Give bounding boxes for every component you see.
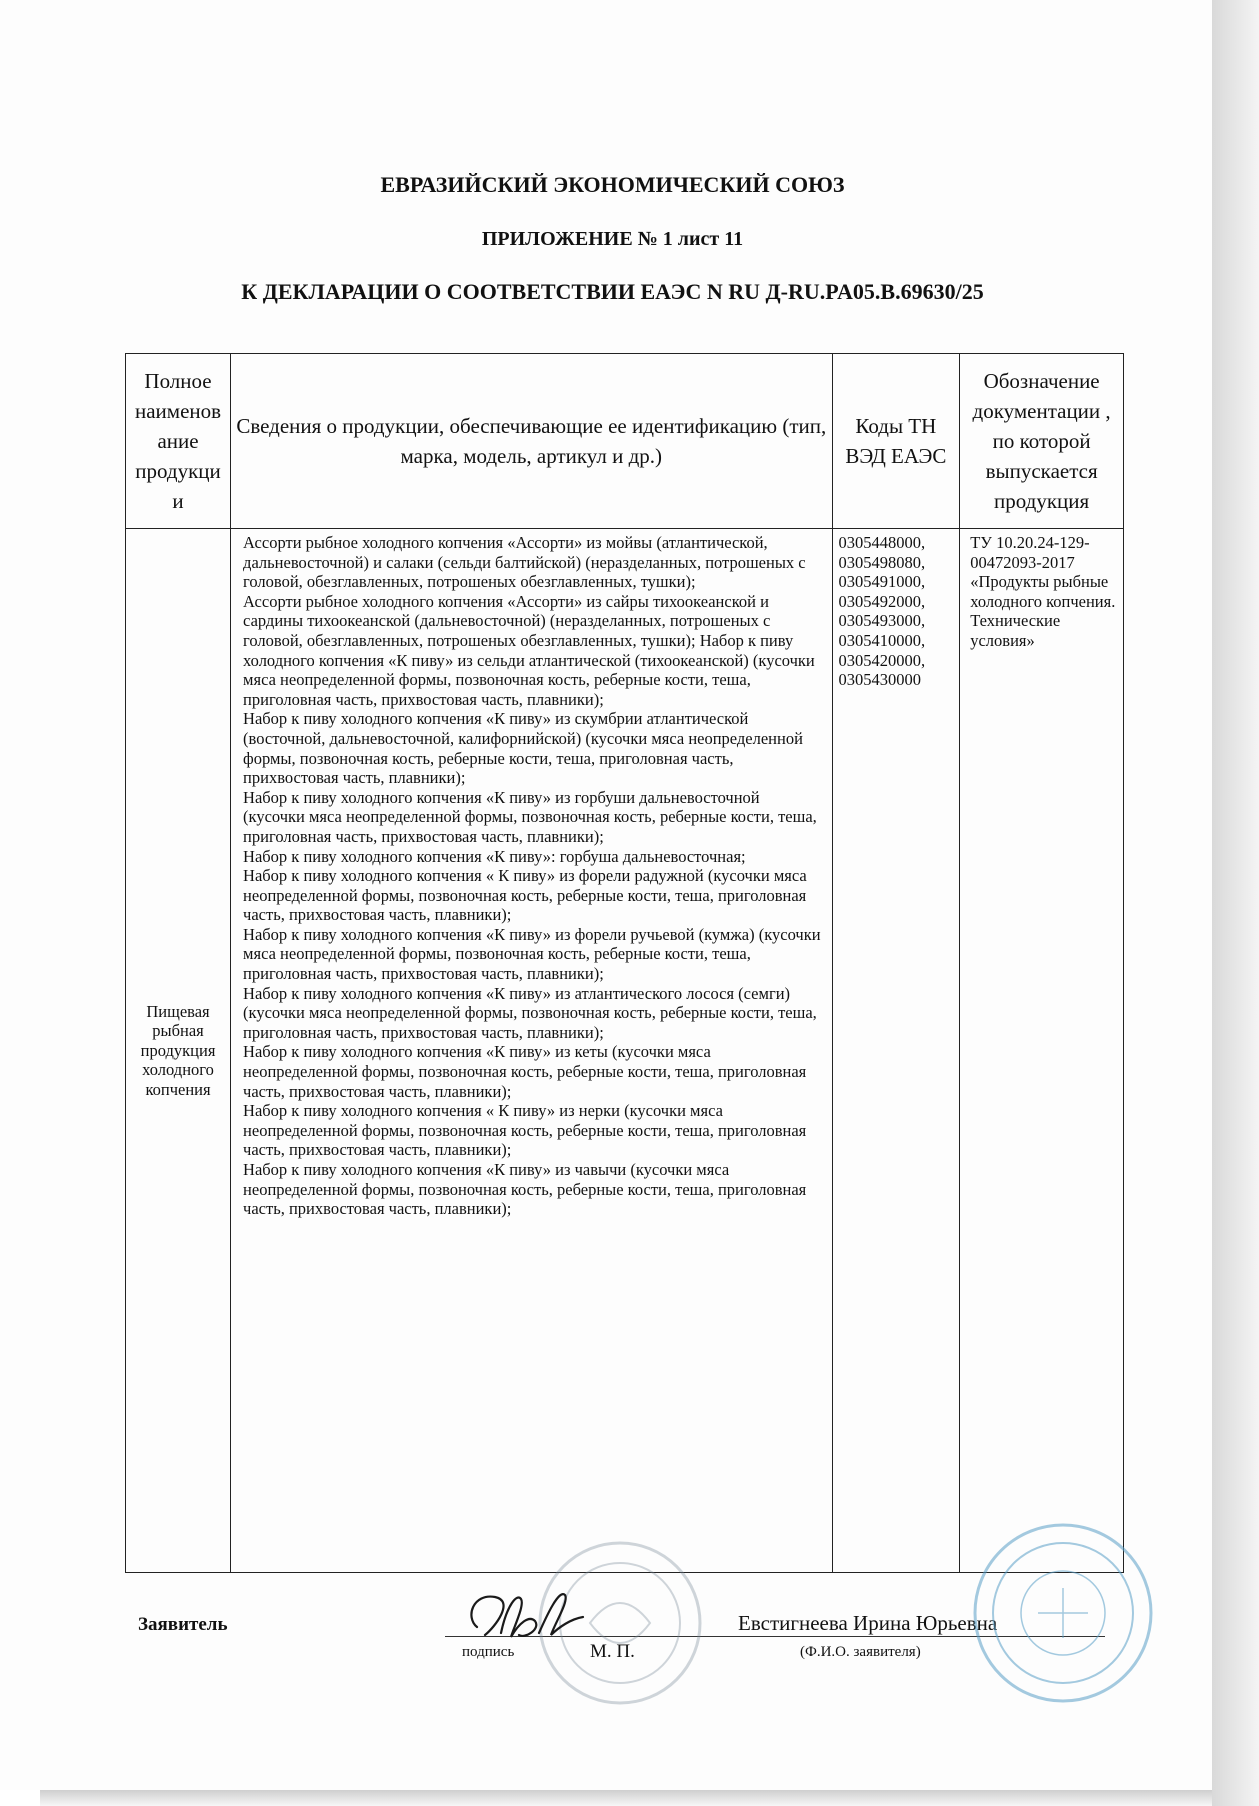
- header-product-info: Сведения о продукции, обеспечивающие ее идентификацию (тип, марка, модель, артикул и др.): [231, 354, 832, 529]
- header-documentation: Обозначение документации , по которой выпускается продукция: [960, 354, 1124, 529]
- tnved-codes-cell: [832, 529, 960, 1573]
- description-item: Набор к пиву холодного копчения «К пиву» из атлантического лосося (семги) (кусочки мяса неопределенной формы, позвоночная кость, реберные кости, теша, приголовная часть, прихвостовая часть, плавники);: [243, 983, 817, 1042]
- scan-edge-shadow: [1212, 0, 1259, 1806]
- tnved-code: 0305430000: [838, 670, 922, 690]
- applicant-name: Евстигнеева Ирина Юрьевна: [738, 1611, 998, 1635]
- header-product-name: Полное наименов ание продукци и: [126, 354, 231, 529]
- applicant-fio-caption: (Ф.И.О. заявителя): [800, 1644, 921, 1660]
- description-item: Набор к пиву холодного копчения « К пиву» из форели радужной (кусочки мяса неопределенной формы, позвоночная кость, реберные кости, теша, приголовная часть, прихвостовая часть, плавники);: [243, 866, 807, 925]
- signature-caption: подпись: [462, 1644, 515, 1660]
- product-description-cell: [231, 529, 832, 1573]
- tnved-code: 0305492000,: [838, 591, 926, 611]
- tnved-code: 0305491000,: [838, 572, 926, 592]
- company-stamp-icon: [968, 1518, 1158, 1708]
- table-header-row: [126, 354, 1124, 529]
- appendix-title: ПРИЛОЖЕНИЕ № 1 лист 11: [481, 228, 744, 250]
- table-row: [126, 529, 1124, 1573]
- description-item: Ассорти рыбное холодного копчения «Ассорти» из мойвы (атлантической, дальневосточной) и салаки (сельди балтийской) (неразделанных, потрошеных с головой, обезглавленных, потрошеных обезглавленных, тушки);: [243, 533, 806, 592]
- description-item: Набор к пиву холодного копчения «К пиву»: горбуша дальневосточная;: [243, 846, 746, 866]
- description-item: Набор к пиву холодного копчения «К пиву» из форели ручьевой (кумжа) (кусочки мяса неопределенной формы, позвоночная кость, реберные кости, теша, приголовная часть, прихвостовая часть, плавники);: [243, 924, 821, 984]
- tnved-code: 0305448000,: [838, 533, 926, 552]
- seal-place-caption: М. П.: [590, 1641, 635, 1662]
- description-item: Набор к пиву холодного копчения «К пиву» из кеты (кусочки мяса неопределенной формы, позвоночная кость, реберные кости, теша, приголовная часть, прихвостовая часть, плавники);: [243, 1042, 807, 1101]
- tnved-code: 0305420000,: [838, 650, 926, 670]
- products-table: [125, 353, 1124, 1573]
- scan-bottom-shadow: [40, 1790, 1212, 1806]
- description-item: Набор к пиву холодного копчения «К пиву» из чавычи (кусочки мяса неопределенной формы, позвоночная кость, реберные кости, теша, приголовная часть, прихвостовая часть, плавники);: [243, 1160, 807, 1219]
- union-title: ЕВРАЗИЙСКИЙ ЭКОНОМИЧЕСКИЙ СОЮЗ: [380, 172, 845, 197]
- declaration-title: К ДЕКЛАРАЦИИ О СООТВЕТСТВИИ ЕАЭС N RU Д-RU.PA05.B.69630/25: [241, 279, 984, 304]
- applicant-signature-icon: [455, 1575, 595, 1655]
- applicant-label: Заявитель: [138, 1614, 228, 1635]
- tnved-code: 0305410000,: [838, 630, 926, 650]
- description-item: Набор к пиву холодного копчения «К пиву» из скумбрии атлантической (восточной, дальневосточной, калифорнийской) (кусочки мяса неопределенной формы, позвоночная кость, реберные кости, теша, приголовная часть, прихвостовая часть, плавники);: [243, 709, 803, 788]
- documentation-cell: ТУ 10.20.24-129-00472093-2017 «Продукты рыбные холодного копчения. Технические условия»: [960, 529, 1124, 1573]
- tnved-code: 0305493000,: [838, 611, 926, 631]
- tnved-code: 0305498080,: [838, 552, 926, 572]
- description-item: Ассорти рыбное холодного копчения «Ассорти» из сайры тихоокеанской и сардины тихоокеанской (дальневосточной) (неразделанных, потрошеных с головой, обезглавленных, потрошеных обезглавленных, тушки); Набор к пиву холодного копчения «К пиву» из сельди атлантической (тихоокеанской) (кусочки мяса неопределенной формы, позвоночная кость, реберные кости, теша, приголовная часть, прихвостовая часть, плавники);: [243, 591, 815, 709]
- product-name-cell: Пищевая рыбная продукция холодного копчения: [126, 529, 231, 1573]
- description-item: Набор к пиву холодного копчения « К пиву» из нерки (кусочки мяса неопределенной формы, позвоночная кость, реберные кости, теша, приголовная часть, прихвостовая часть, плавники);: [243, 1101, 807, 1160]
- header-tnved-codes: Коды ТН ВЭД ЕАЭС: [832, 354, 960, 529]
- description-item: Набор к пиву холодного копчения «К пиву» из горбуши дальневосточной (кусочки мяса неопределенной формы, позвоночная кость, реберные кости, теша, приголовная часть, прихвостовая часть, плавники);: [243, 787, 817, 846]
